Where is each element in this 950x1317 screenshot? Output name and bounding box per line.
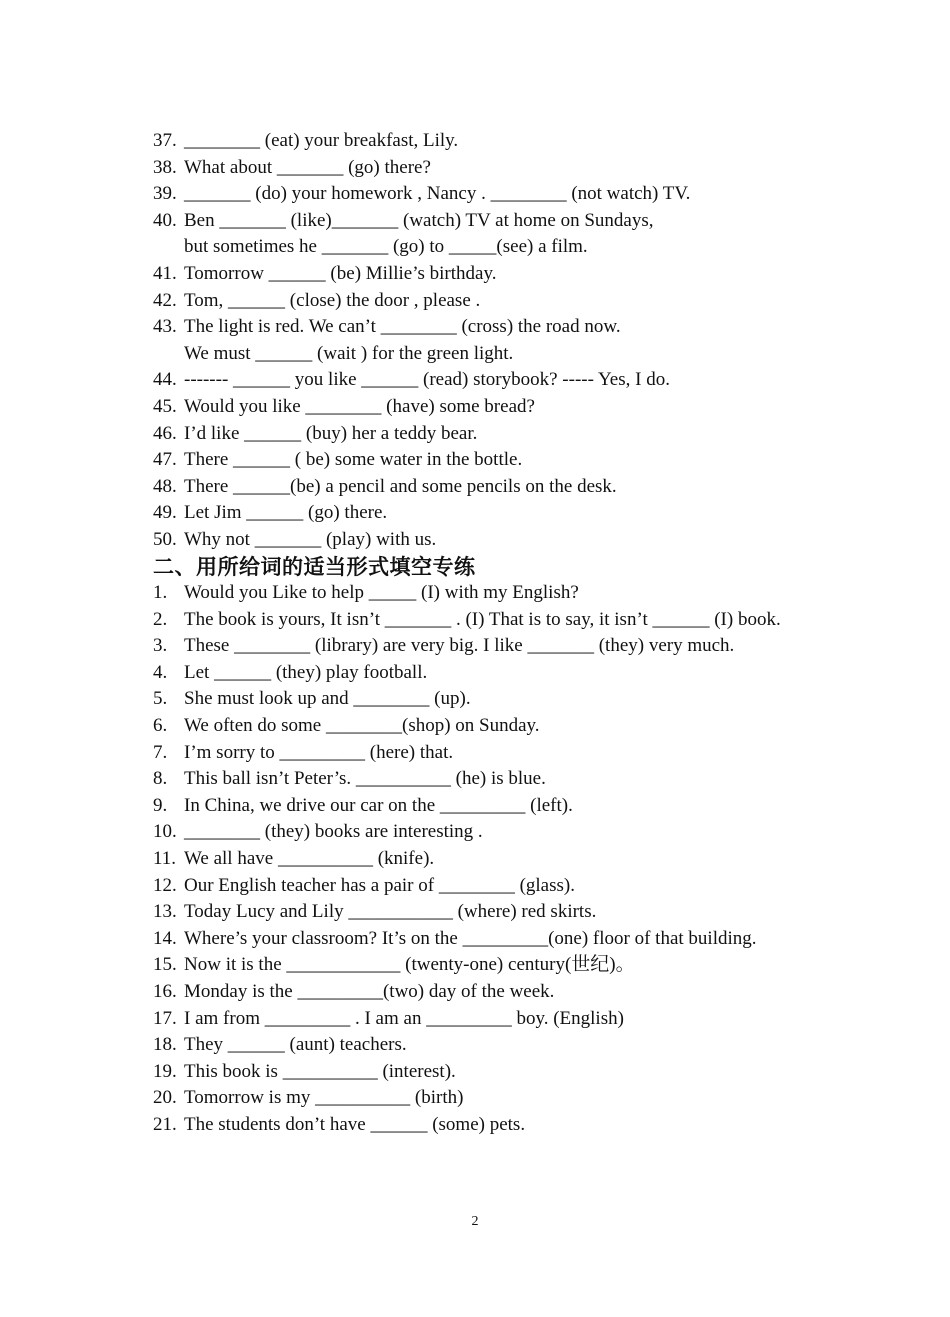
exercise-text: Why not _______ (play) with us.: [184, 528, 437, 550]
exercise-item: [153, 846, 797, 873]
exercise-item: [153, 208, 797, 235]
exercise-number: 6.: [153, 715, 168, 737]
exercise-text: The students don’t have ______ (some) pets.: [184, 1113, 526, 1135]
exercise-text: I’m sorry to _________ (here) that.: [184, 741, 454, 763]
exercise-text: Monday is the _________(two) day of the week.: [184, 981, 555, 1002]
exercise-item: [153, 474, 797, 501]
exercise-number: 20.: [153, 1087, 177, 1109]
exercise-number: 3.: [153, 635, 168, 657]
exercise-text: In China, we drive our car on the _________ (left).: [184, 794, 573, 816]
exercise-number: 21.: [153, 1113, 177, 1135]
exercise-number: 38.: [153, 156, 177, 178]
exercise-item: [153, 633, 797, 660]
section-heading: 二、用所给词的适当形式填空专练: [153, 554, 476, 579]
exercise-text: Ben _______ (like)_______ (watch) TV at home on Sundays,: [184, 209, 654, 231]
exercise-text: ------- ______ you like ______ (read) storybook? ----- Yes, I do.: [184, 369, 670, 391]
exercise-list: [153, 128, 797, 1139]
exercise-number: 18.: [153, 1034, 177, 1056]
exercise-number: 49.: [153, 502, 177, 524]
exercise-item: [153, 500, 797, 527]
exercise-number: 45.: [153, 395, 177, 417]
exercise-part-two: [153, 580, 797, 1138]
exercise-number: 10.: [153, 821, 177, 843]
exercise-number: 48.: [153, 475, 177, 497]
exercise-text: These ________ (library) are very big. I like _______ (they) very much.: [184, 635, 735, 657]
exercise-number: 44.: [153, 369, 177, 391]
exercise-text: The book is yours, It isn’t _______ . (I) That is to say, it isn’t ______ (I) book.: [184, 608, 781, 630]
exercise-text: They ______ (aunt) teachers.: [184, 1034, 407, 1056]
exercise-number: 46.: [153, 422, 177, 444]
exercise-number: 7.: [153, 741, 168, 763]
exercise-number: 9.: [153, 794, 168, 816]
exercise-number: 1.: [153, 582, 168, 604]
exercise-item: [153, 819, 797, 846]
exercise-item: [153, 181, 797, 208]
exercise-item: [153, 952, 797, 979]
exercise-text: _______ (do) your homework , Nancy . ________ (not watch) TV.: [184, 183, 691, 205]
exercise-item: [153, 527, 797, 554]
exercise-text: Tomorrow is my __________ (birth): [184, 1087, 464, 1109]
exercise-number: 8.: [153, 768, 168, 790]
exercise-part-one: [153, 128, 797, 554]
exercise-number: 5.: [153, 688, 168, 710]
exercise-item: [153, 1032, 797, 1059]
exercise-text: Today Lucy and Lily ___________ (where) red skirts.: [184, 901, 597, 923]
exercise-item: [153, 1006, 797, 1033]
exercise-text: She must look up and ________ (up).: [184, 688, 471, 710]
exercise-item: [153, 447, 797, 474]
exercise-text-continued: We must ______ (wait ) for the green light.: [184, 342, 514, 364]
exercise-text: Tom, ______ (close) the door , please .: [184, 289, 481, 311]
exercise-text: ________ (eat) your breakfast, Lily.: [184, 130, 459, 151]
exercise-number: 16.: [153, 981, 177, 1002]
exercise-number: 4.: [153, 661, 168, 683]
exercise-item: [153, 793, 797, 820]
exercise-item: [153, 660, 797, 687]
exercise-text: This ball isn’t Peter’s. __________ (he) is blue.: [184, 768, 546, 790]
exercise-number: 15.: [153, 954, 177, 976]
exercise-text: There ______ ( be) some water in the bottle.: [184, 449, 523, 471]
exercise-item: [153, 288, 797, 315]
exercise-number: 12.: [153, 874, 177, 896]
exercise-number: 19.: [153, 1060, 177, 1082]
exercise-item: [153, 128, 797, 155]
exercise-item: [153, 740, 797, 767]
exercise-number: 40.: [153, 209, 177, 231]
exercise-item: [153, 1112, 797, 1139]
exercise-number: 37.: [153, 130, 177, 151]
exercise-text: I am from _________ . I am an _________ boy. (English): [184, 1007, 624, 1029]
exercise-number: 47.: [153, 449, 177, 471]
exercise-text: Tomorrow ______ (be) Millie’s birthday.: [184, 262, 497, 284]
exercise-item: [153, 766, 797, 793]
exercise-text: Where’s your classroom? It’s on the _________(one) floor of that building.: [184, 927, 757, 949]
exercise-number: 50.: [153, 528, 177, 550]
exercise-item: [153, 234, 797, 261]
exercise-text: We often do some ________(shop) on Sunday.: [184, 715, 540, 737]
exercise-number: 42.: [153, 289, 177, 311]
exercise-item: [153, 607, 797, 634]
exercise-number: 13.: [153, 901, 177, 923]
exercise-item: [153, 394, 797, 421]
exercise-number: 17.: [153, 1007, 177, 1029]
exercise-text: What about _______ (go) there?: [184, 156, 431, 178]
exercise-number: 11.: [153, 848, 177, 870]
exercise-item: [153, 926, 797, 953]
exercise-number: 2.: [153, 608, 168, 630]
exercise-item: [153, 713, 797, 740]
exercise-text: There ______(be) a pencil and some pencils on the desk.: [184, 475, 617, 497]
exercise-number: 14.: [153, 927, 177, 949]
exercise-item: [153, 1059, 797, 1086]
exercise-item: [153, 314, 797, 341]
exercise-item: [153, 341, 797, 368]
exercise-item: [153, 873, 797, 900]
exercise-number: 39.: [153, 183, 177, 205]
exercise-text: We all have __________ (knife).: [184, 848, 435, 870]
exercise-item: [153, 686, 797, 713]
exercise-text: Would you like ________ (have) some bread?: [184, 395, 535, 417]
exercise-item: [153, 580, 797, 607]
exercise-text: Let Jim ______ (go) there.: [184, 502, 388, 524]
exercise-item: [153, 1085, 797, 1112]
exercise-text: This book is __________ (interest).: [184, 1060, 456, 1082]
page-number: 2: [471, 1214, 479, 1229]
exercise-text: I’d like ______ (buy) her a teddy bear.: [184, 422, 478, 444]
exercise-number: 43.: [153, 316, 177, 338]
exercise-text: Let ______ (they) play football.: [184, 661, 428, 683]
exercise-text: Would you Like to help _____ (I) with my English?: [184, 582, 579, 604]
exercise-number: 41.: [153, 262, 177, 284]
exercise-item: [153, 421, 797, 448]
exercise-text: Our English teacher has a pair of ________ (glass).: [184, 874, 575, 896]
exercise-text-continued: but sometimes he _______ (go) to _____(see) a film.: [184, 236, 588, 258]
exercise-item: [153, 261, 797, 288]
exercise-item: [153, 899, 797, 926]
exercise-text: Now it is the ____________ (twenty-one) century(世纪)。: [184, 954, 635, 976]
exercise-item: [153, 979, 797, 1006]
exercise-text: The light is red. We can’t ________ (cross) the road now.: [184, 316, 621, 338]
exercise-text: ________ (they) books are interesting .: [184, 821, 483, 843]
exercise-item: [153, 155, 797, 182]
exercise-item: [153, 367, 797, 394]
